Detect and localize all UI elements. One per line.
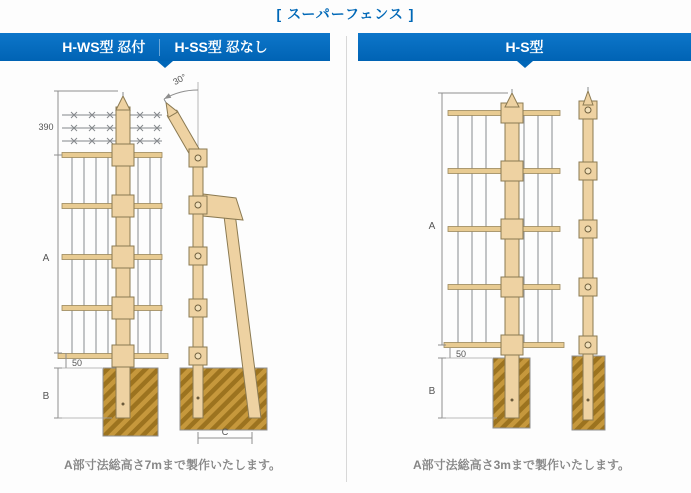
dim-B-label: B xyxy=(42,391,50,402)
post-bolt xyxy=(511,399,514,402)
header-label-divider xyxy=(159,39,160,56)
post-bolt xyxy=(587,399,590,402)
brace-bracket xyxy=(203,194,243,220)
angle-arrowhead xyxy=(164,93,171,99)
left-panel-caption: A部寸法総高さ7mまで製作いたします。 xyxy=(63,458,282,472)
barbed-wires xyxy=(62,112,162,144)
header-label-hss: H-SS型 忍なし xyxy=(174,39,268,55)
hss-side-diagram xyxy=(159,72,267,444)
header-label-hws: H-WS型 忍付 xyxy=(62,39,146,55)
right-panel-header xyxy=(358,33,691,61)
fence-post xyxy=(583,105,593,420)
dim-B-label: B xyxy=(428,386,436,397)
hs-front-diagram xyxy=(429,89,564,428)
page-title: [ スーパーフェンス ] xyxy=(276,6,415,22)
post-bolt xyxy=(122,403,125,406)
hs-side-post-diagram xyxy=(572,87,605,430)
post-cap xyxy=(583,87,593,105)
left-panel-diagrams xyxy=(0,66,345,461)
dim-50-label: 50 xyxy=(72,358,83,368)
post-bolt xyxy=(197,397,200,400)
dim-angle-label: 30° xyxy=(171,71,188,87)
header-label-hs: H-S型 xyxy=(505,39,544,55)
dim-C-label: C xyxy=(221,427,229,437)
dim-390-label: 390 xyxy=(38,122,54,132)
fence-post xyxy=(505,107,519,418)
post-cap xyxy=(505,89,519,107)
dim-A-label: A xyxy=(428,221,436,232)
post-cap xyxy=(116,92,130,110)
dim-A-label: A xyxy=(42,253,50,264)
hws-front-diagram xyxy=(38,91,168,436)
left-panel-header xyxy=(0,33,330,61)
right-panel-diagrams xyxy=(352,66,691,461)
panel-divider xyxy=(346,36,347,482)
right-panel-caption: A部寸法総高さ3mまで製作いたします。 xyxy=(412,458,631,472)
dim-50-label: 50 xyxy=(456,349,467,359)
